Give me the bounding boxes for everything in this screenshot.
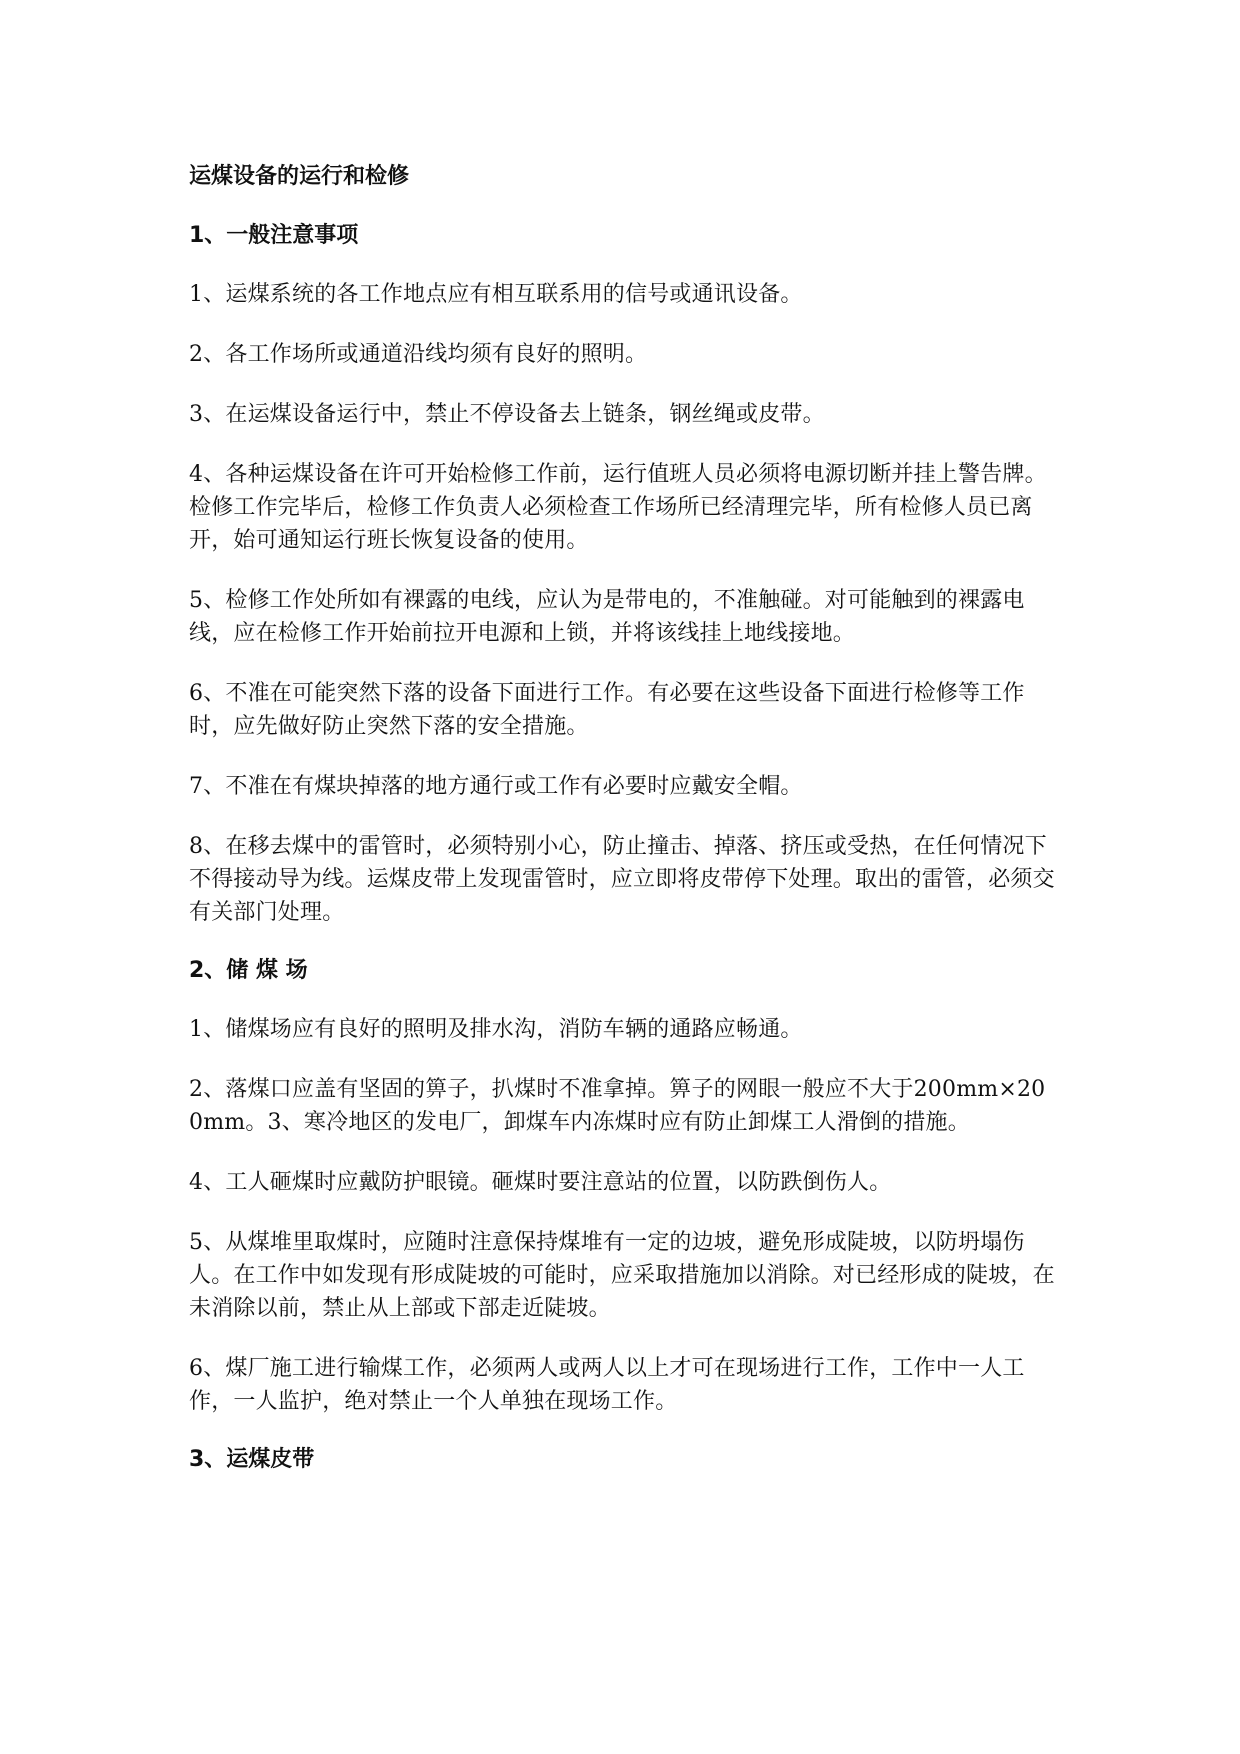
section-heading-conveyor-belt: 3、运煤皮带 xyxy=(189,1447,315,1472)
spacer xyxy=(189,803,1059,830)
spacer xyxy=(189,311,1059,338)
spacer xyxy=(189,986,1059,1013)
spacer xyxy=(189,1139,1059,1166)
paragraph: 6、煤厂施工进行输煤工作，必须两人或两人以上才可在现场进行工作，工作中一人工作，一人监护，绝对禁止一个人单独在现场工作。 xyxy=(189,1356,1025,1414)
spacer xyxy=(189,650,1059,677)
spacer xyxy=(189,557,1059,584)
paragraph: 2、落煤口应盖有坚固的箅子，扒煤时不准拿掉。箅子的网眼一般应不大于200mm×200mm。3、寒冷地区的发电厂，卸煤车内冻煤时应有防止卸煤工人滑倒的措施。 xyxy=(189,1077,1046,1135)
spacer xyxy=(189,929,1059,956)
paragraph: 5、从煤堆里取煤时，应随时注意保持煤堆有一定的边坡，避免形成陡坡，以防坍塌伤人。在工作中如发现有形成陡坡的可能时，应采取措施加以消除。对已经形成的陡坡，在未消除以前，禁止从上部或下部走近陡坡。 xyxy=(189,1230,1055,1321)
spacer xyxy=(189,1325,1059,1352)
section-heading-general: 1、一般注意事项 xyxy=(189,223,359,248)
paragraph: 5、检修工作处所如有裸露的电线，应认为是带电的，不准触碰。对可能触到的裸露电线，应在检修工作开始前拉开电源和上锁，并将该线挂上地线接地。 xyxy=(189,588,1025,646)
paragraph: 4、各种运煤设备在许可开始检修工作前，运行值班人员必须将电源切断并挂上警告牌。检修工作完毕后，检修工作负责人必须检查工作场所已经清理完毕，所有检修人员已离开，始可通知运行班长恢复设备的使用。 xyxy=(189,462,1047,553)
spacer xyxy=(189,431,1059,458)
paragraph: 7、不准在有煤块掉落的地方通行或工作有必要时应戴安全帽。 xyxy=(189,774,803,799)
paragraph: 8、在移去煤中的雷管时，必须特别小心，防止撞击、掉落、挤压或受热，在任何情况下不得接动导为线。运煤皮带上发现雷管时，应立即将皮带停下处理。取出的雷管，必须交有关部门处理。 xyxy=(189,834,1055,925)
spacer xyxy=(189,1046,1059,1073)
paragraph: 4、工人砸煤时应戴防护眼镜。砸煤时要注意站的位置，以防跌倒伤人。 xyxy=(189,1170,892,1195)
paragraph: 6、不准在可能突然下落的设备下面进行工作。有必要在这些设备下面进行检修等工作时，应先做好防止突然下落的安全措施。 xyxy=(189,681,1025,739)
spacer xyxy=(189,371,1059,398)
document-title: 运煤设备的运行和检修 xyxy=(189,164,410,189)
paragraph: 2、各工作场所或通道沿线均须有良好的照明。 xyxy=(189,342,648,367)
paragraph: 3、在运煤设备运行中，禁止不停设备去上链条，钢丝绳或皮带。 xyxy=(189,402,825,427)
paragraph: 1、储煤场应有良好的照明及排水沟，消防车辆的通路应畅通。 xyxy=(189,1017,803,1042)
spacer xyxy=(189,251,1059,278)
section-heading-coal-yard: 2、储 煤 场 xyxy=(189,958,308,983)
spacer xyxy=(189,743,1059,770)
document-page xyxy=(189,150,1059,1475)
spacer xyxy=(189,1418,1059,1445)
paragraph: 1、运煤系统的各工作地点应有相互联系用的信号或通讯设备。 xyxy=(189,282,803,307)
spacer xyxy=(189,1199,1059,1226)
spacer xyxy=(189,194,1059,221)
